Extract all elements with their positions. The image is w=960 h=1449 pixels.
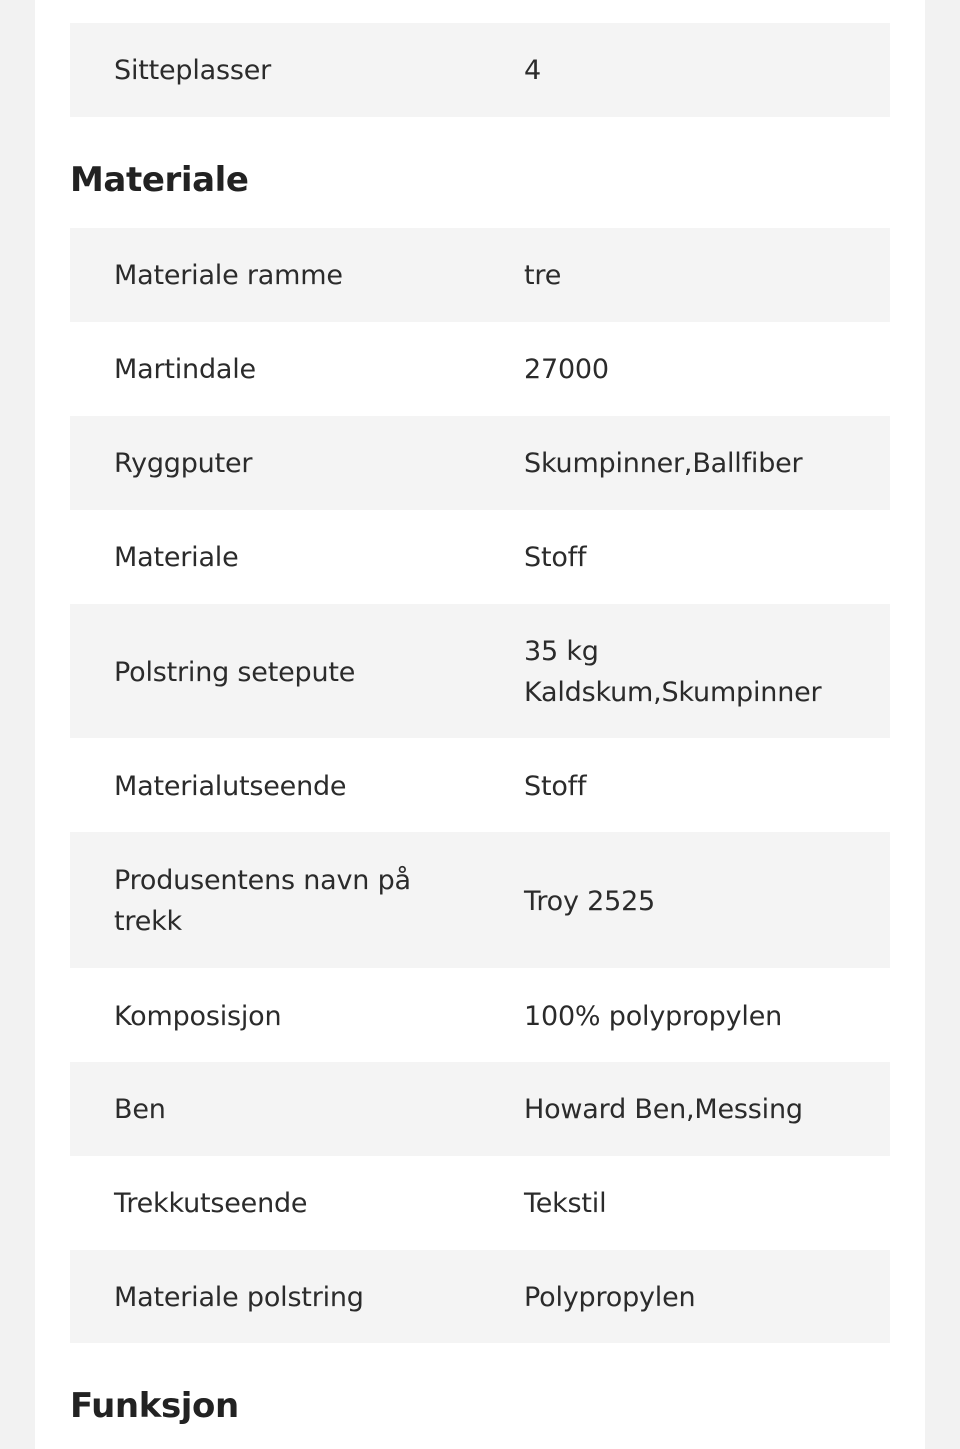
spec-value: 100% polypropylen	[524, 1001, 783, 1032]
section-heading-materiale: Materiale	[70, 160, 249, 200]
spec-label: Martindale	[114, 354, 256, 385]
spec-label: Trekkutseende	[114, 1188, 308, 1219]
spec-row-polstring-setepute	[70, 604, 890, 738]
spec-label: Ben	[114, 1094, 166, 1125]
spec-label: Polstring setepute	[114, 657, 356, 688]
spec-value: 27000	[524, 354, 609, 385]
spec-value: Howard Ben,Messing	[524, 1094, 803, 1125]
spec-label: Komposisjon	[114, 1001, 282, 1032]
spec-label-line1: Produsentens navn på	[114, 865, 411, 896]
spec-row-trekkutseende	[70, 1156, 890, 1250]
spec-value: Troy 2525	[524, 886, 656, 917]
spec-value: Polypropylen	[524, 1282, 696, 1313]
spec-row-materiale-polstring	[70, 1250, 890, 1343]
spec-row-materiale-ramme	[70, 228, 890, 322]
spec-value: Stoff	[524, 771, 587, 802]
spec-value: Tekstil	[524, 1188, 607, 1219]
spec-label: Materiale ramme	[114, 260, 343, 291]
spec-label: Materiale polstring	[114, 1282, 364, 1313]
spec-row-materiale	[70, 510, 890, 604]
spec-row-ryggputer	[70, 416, 890, 510]
spec-label: Materiale	[114, 542, 239, 573]
spec-value: 4	[524, 55, 541, 86]
spec-row-ben	[70, 1062, 890, 1156]
spec-label: Materialutseende	[114, 771, 347, 802]
spec-row-materialutseende	[70, 738, 890, 832]
spec-row-produsentens-navn	[70, 832, 890, 968]
spec-value-line1: 35 kg	[524, 636, 599, 667]
spec-value-line2: Kaldskum,Skumpinner	[524, 677, 822, 708]
section-heading-funksjon: Funksjon	[70, 1386, 239, 1426]
spec-value: Skumpinner,Ballfiber	[524, 448, 803, 479]
spec-label-line2: trekk	[114, 906, 182, 937]
spec-label: Sitteplasser	[114, 55, 272, 86]
spec-label: Ryggputer	[114, 448, 253, 479]
spec-value: tre	[524, 260, 562, 291]
spec-row-komposisjon	[70, 968, 890, 1062]
spec-row-martindale	[70, 322, 890, 416]
spec-row-sitteplasser	[70, 23, 890, 117]
spec-value: Stoff	[524, 542, 587, 573]
